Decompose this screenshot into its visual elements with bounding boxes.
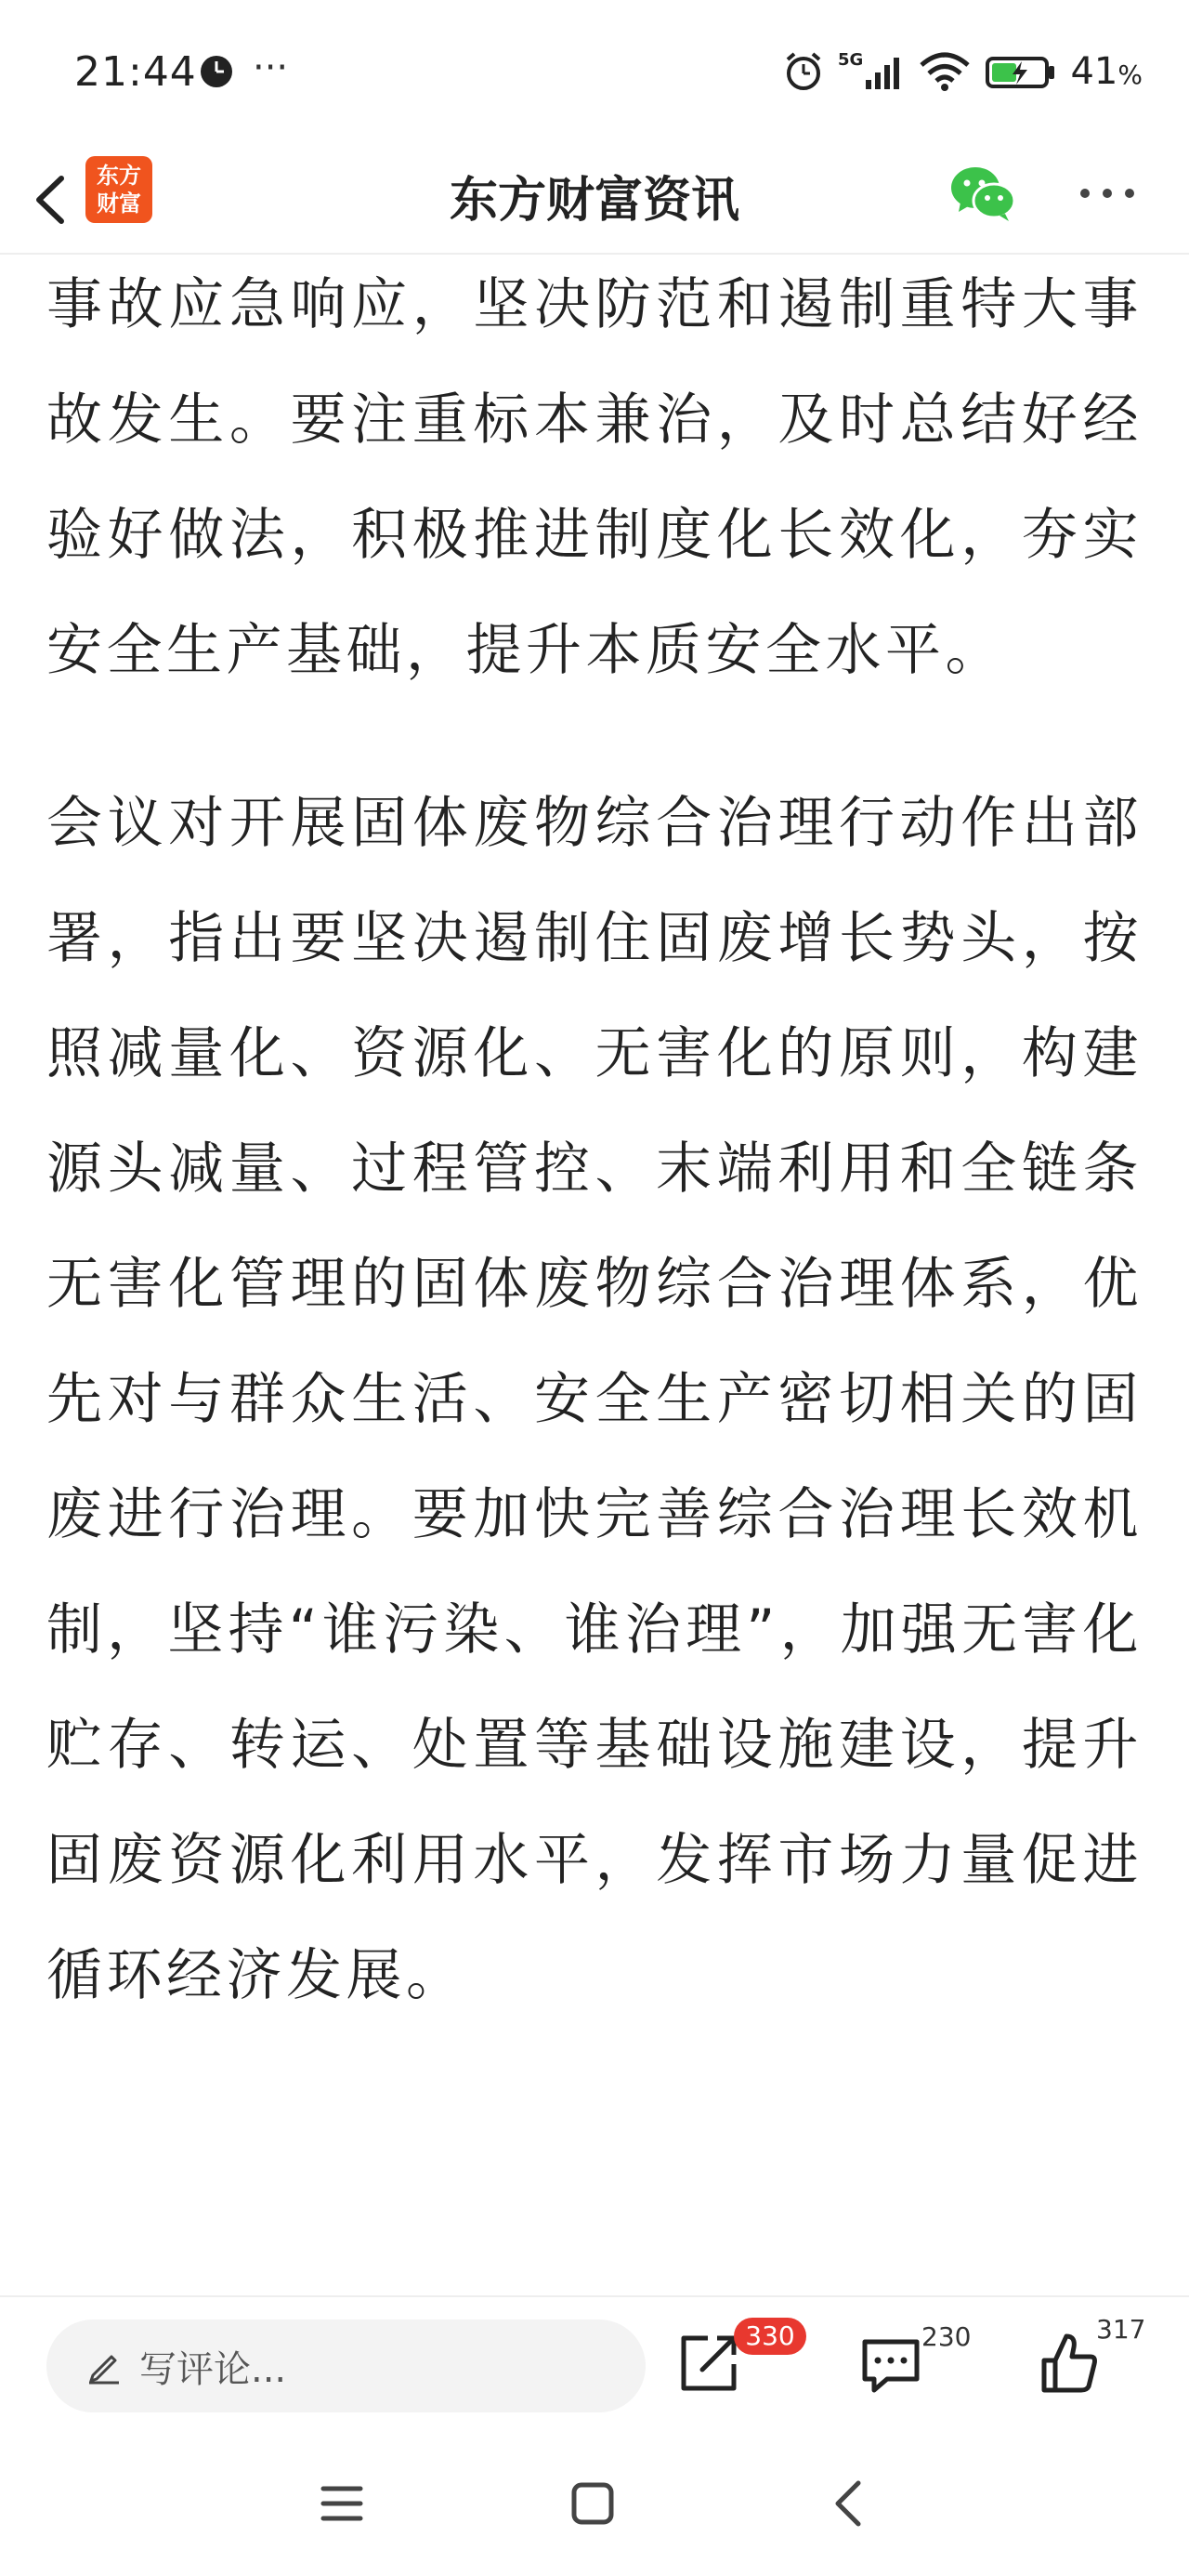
back-icon[interactable] (832, 2479, 864, 2528)
thumbs-up-icon[interactable] (1039, 2331, 1100, 2396)
page-title: 东方财富资讯 (449, 173, 739, 229)
menu-icon[interactable] (320, 2483, 364, 2524)
comment-icon[interactable] (859, 2336, 922, 2396)
article-paragraph: 会议对开展固体废物综合治理行动作出部署，指出要坚决遏制住固废增长势头，按照减量化、资源化、无害化的原则，构建源头减量、过程管控、末端利用和全链条无害化管理的固体废物综合治理体系，优先对与群众生活、安全生产密切相关的固废进行治理。要加快完善综合治理长效机制，坚持“谁污染、谁治理”，加强无害化贮存、转运、处置等基础设施建设，提升固废资源化利用水平，发挥市场力量促进循环经济发展。 (46, 791, 1143, 2008)
home-icon[interactable] (570, 2481, 615, 2526)
network-type-label: 5G (838, 50, 864, 70)
status-more-icon: ··· (253, 46, 289, 89)
status-bar (0, 0, 1189, 149)
article-body (0, 253, 1189, 2295)
comment-count: 230 (921, 2321, 972, 2352)
logo-text-line1: 东方 (97, 163, 141, 189)
share-icon[interactable] (676, 2331, 741, 2396)
more-dots-icon[interactable] (1078, 182, 1137, 204)
status-indicators (782, 48, 1143, 95)
logo-text-line2: 财富 (97, 191, 141, 217)
signal-5g-icon (838, 50, 905, 93)
pen-icon (85, 2347, 123, 2385)
article-content (46, 253, 1143, 2091)
wechat-icon[interactable] (949, 164, 1016, 223)
article-paragraph: 事故应急响应，坚决防范和遏制重特大事故发生。要注重标本兼治，及时总结好经验好做法，积极推进制度化长效化，夯实安全生产基础，提升本质安全水平。 (46, 272, 1143, 683)
comment-placeholder: 写评论... (139, 2347, 287, 2391)
comment-input[interactable] (46, 2320, 646, 2412)
like-count: 317 (1096, 2314, 1146, 2345)
battery-icon (985, 50, 1057, 93)
status-time: 21:44 (74, 48, 197, 96)
share-count-badge: 330 (734, 2318, 806, 2355)
clock-icon (199, 54, 234, 89)
battery-percent: 41% (1070, 50, 1143, 93)
alarm-icon (782, 50, 825, 93)
wifi-icon (918, 50, 972, 93)
